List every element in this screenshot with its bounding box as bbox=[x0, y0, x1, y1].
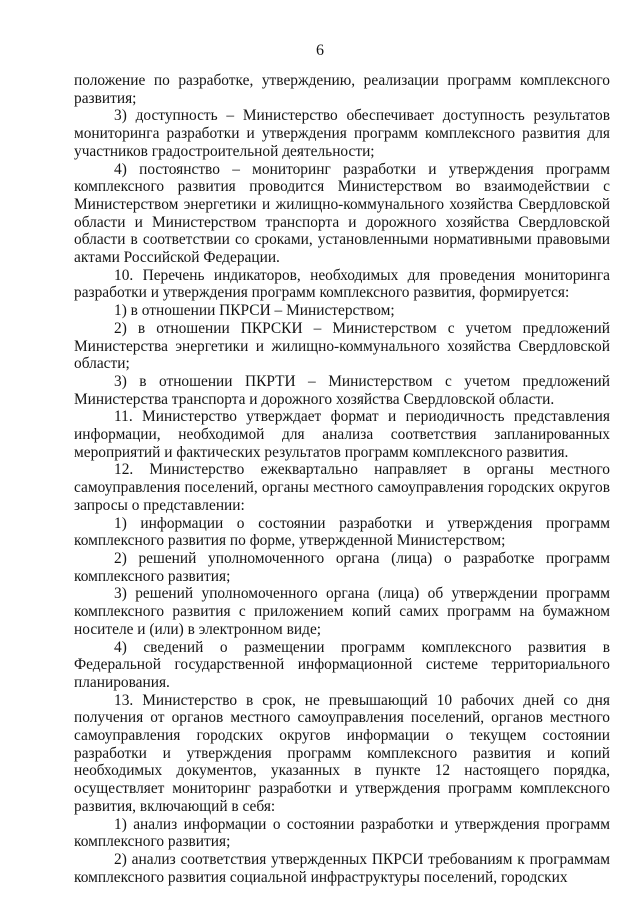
paragraph-clause-12-item-3: 3) решений уполномоченного органа (лица) об утверждении программ комплексного развития с приложением копий самих программ на бумажном носителе и (или) в электронном виде; bbox=[74, 585, 610, 638]
paragraph-clause-12: 12. Министерство ежеквартально направляет в органы местного самоуправления поселений, органы местного самоуправления городских округов запросы о представлении: bbox=[74, 461, 610, 514]
paragraph-clause-10-item-1: 1) в отношении ПКРСИ – Министерством; bbox=[114, 302, 395, 320]
page-number: 6 bbox=[316, 42, 324, 59]
paragraph-clause-10-item-3: 3) в отношении ПКРТИ – Министерством с учетом предложений Министерства транспорта и дорожного хозяйства Свердловской области. bbox=[74, 372, 610, 408]
paragraph-clause-13: 13. Министерство в срок, не превышающий 10 рабочих дней со дня получения от органов местного самоуправления поселений, органов местного самоуправления городских округов информации о текущем состоянии разработки и утверждения программ комплексного развития и копий необходимых документов, указанных в пункте 12 настоящего порядка, осуществляет мониторинг разработки и утверждения программ комплексного развития, включающий в себя: bbox=[74, 691, 610, 815]
paragraph-clause-10: 10. Перечень индикаторов, необходимых для проведения мониторинга разработки и утверждения программ комплексного развития, формируется: bbox=[74, 266, 610, 302]
document-body bbox=[74, 72, 610, 886]
paragraph-clause-12-item-1: 1) информации о состоянии разработки и утверждения программ комплексного развития по форме, утвержденной Министерством; bbox=[74, 514, 610, 550]
paragraph-item-3-accessibility: 3) доступность – Министерство обеспечивает доступность результатов мониторинга разработки и утверждения программ комплексного развития для участников градостроительной деятельности; bbox=[74, 107, 610, 160]
paragraph-clause-13-item-2: 2) анализ соответствия утвержденных ПКРСИ требованиям к программам комплексного развития социальной инфраструктуры поселений, городских bbox=[74, 850, 610, 886]
paragraph-clause-10-item-2: 2) в отношении ПКРСКИ – Министерством с учетом предложений Министерства энергетики и жилищно-коммунального хозяйства Свердловской области; bbox=[74, 319, 610, 373]
paragraph-clause-13-item-1: 1) анализ информации о состоянии разработки и утверждения программ комплексного развития; bbox=[74, 815, 610, 851]
paragraph-item-4-constancy: 4) постоянство – мониторинг разработки и утверждения программ комплексного развития проводится Министерством во взаимодействии с Министерством энергетики и жилищно-коммунального хозяйства Свердловской области и Министерством транспорта и дорожного хозяйства Свердловской области в соответствии со сроками, установленными нормативными правовыми актами Российской Федерации. bbox=[74, 160, 610, 267]
paragraph-clause-11: 11. Министерство утверждает формат и периодичность представления информации, необходимой для анализа соответствия запланированных мероприятий и фактических результатов программ комплексного развития. bbox=[74, 408, 610, 461]
paragraph-clause-12-item-2: 2) решений уполномоченного органа (лица) о разработке программ комплексного развития; bbox=[74, 549, 610, 585]
paragraph-continuation: положение по разработке, утверждению, реализации программ комплексного развития; bbox=[74, 72, 610, 107]
paragraph-clause-12-item-4: 4) сведений о размещении программ комплексного развития в Федеральной государственной информационной системе территориального планирования. bbox=[74, 638, 610, 691]
